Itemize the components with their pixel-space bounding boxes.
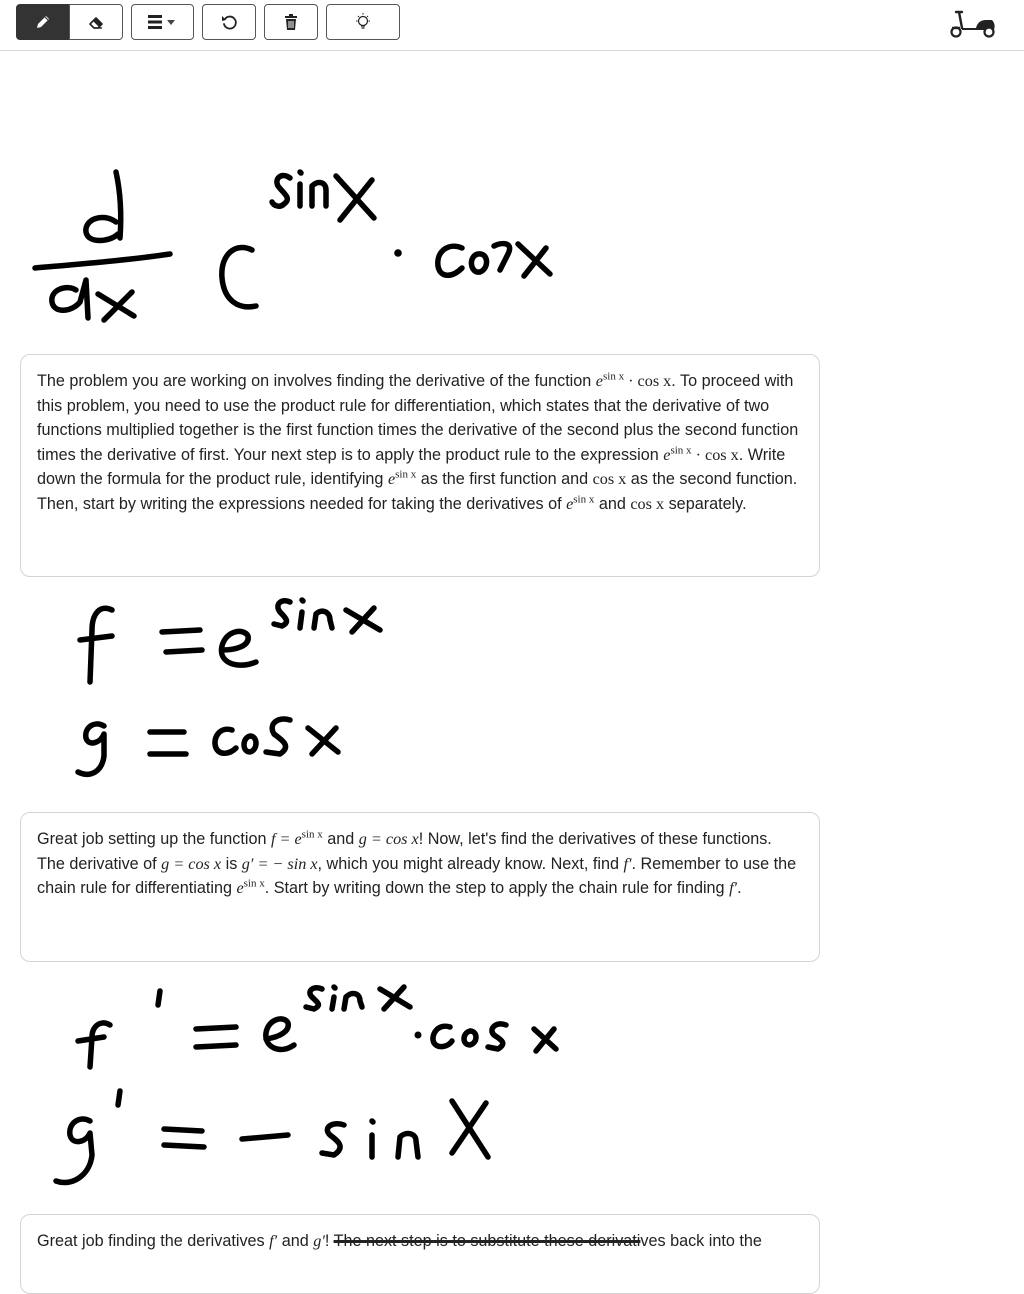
handwriting-expression[interactable]: [0, 150, 1024, 340]
pencil-icon: [34, 13, 52, 31]
eraser-icon: [87, 13, 105, 31]
toolbar: [0, 0, 1024, 51]
feedback-card-1: [20, 354, 820, 577]
scooter-logo: [948, 8, 998, 45]
line-width-menu-button[interactable]: [131, 4, 194, 40]
trash-icon: [283, 13, 299, 31]
clear-button[interactable]: [264, 4, 318, 40]
scooter-icon: [948, 8, 998, 40]
pencil-tool-button[interactable]: [16, 4, 70, 40]
eraser-tool-button[interactable]: [69, 4, 123, 40]
hint-button[interactable]: [326, 4, 400, 40]
handwriting-functions[interactable]: [0, 590, 1024, 800]
feedback-text-2: Great job setting up the function $f = e^{sin x}$ and g = cos x! Now, let's find the derivatives of these functions. The derivative of g = cos x is g′ = − sin x, which you might already know. Next, find f′. Remember to use the chain rule for differentiating $e^{sin x}$. Start by writing down the step to apply the chain rule for finding f′.: [37, 828, 797, 898]
undo-button[interactable]: [202, 4, 256, 40]
lightbulb-icon: [352, 11, 374, 33]
feedback-text-1: The problem you are working on involves finding the derivative of the function $e^{sin x} \cdot \cos x$. To proceed with this problem, you need to use the product rule for differentiation, which states that the derivative of two functions multiplied together is the first function times the derivative of the second plus the second function times the derivative of first. Your next step is to apply the product rule to the expression $e^{sin x} \cdot \cos x$. Write down the formula for the product rule, identifying $e^{sin x}$ as the first function and cos x as the second function. Then, start by writing the expressions needed for taking the derivatives of $e^{sin x}$ and cos x separately.: [37, 370, 799, 513]
handwriting-derivatives[interactable]: [0, 975, 1024, 1200]
feedback-text-3: Great job finding the derivatives f′ and g′! The next step is to substitute these derivatives back into the: [37, 1232, 762, 1250]
feedback-card-2: [20, 812, 820, 962]
undo-icon: [220, 13, 238, 31]
menu-lines-icon: [145, 14, 181, 30]
feedback-card-3: [20, 1214, 820, 1294]
